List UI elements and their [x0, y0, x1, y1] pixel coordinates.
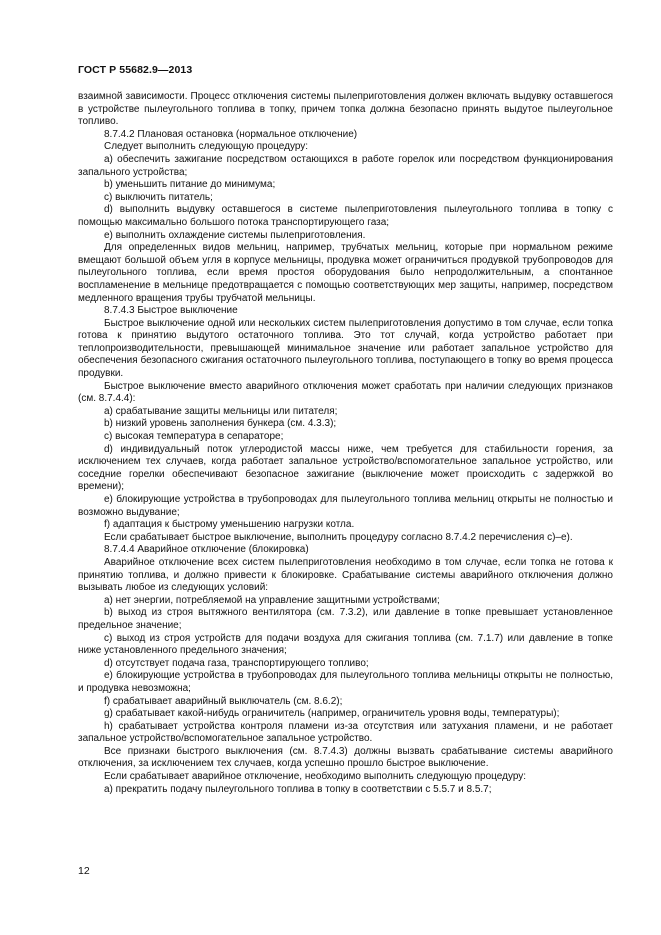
paragraph: а) нет энергии, потребляемой на управление защитными устройствами; [104, 594, 440, 606]
paragraph: e) выполнить охлаждение системы пылеприготовления. [104, 229, 366, 241]
paragraph: b) низкий уровень заполнения бункера (см. 4.3.3); [104, 418, 337, 430]
paragraph: Если срабатывает аварийное отключение, необходимо выполнить следующую процедуру: [104, 771, 527, 783]
paragraph: d) выполнить выдувку оставшегося в системе пылеприготовления пылеугольного топлива в топку с помощью максимально большого потока транспортирующего газа; [78, 204, 613, 228]
paragraph: c) выключить питатель; [104, 191, 213, 203]
paragraph: f) срабатывает аварийный выключатель (см. 8.6.2); [104, 695, 343, 707]
paragraph: Все признаки быстрого выключения (см. 8.7.4.3) должны вызвать срабатывание системы аварийного отключения, за исключением тех случаев, когда успешно прошло быстрое выключение. [78, 745, 613, 770]
paragraph: d) отсутствует подача газа, транспортирующего топливо; [104, 657, 369, 669]
paragraph: Быстрое выключение одной или нескольких систем пылеприготовления допустимо в том случае, если топка готова к принятию выдутого остаточного топлива. Это тот случай, когда устройство работает при теплопроизводительности, превышающей минимальное значение или работает запальное устройство для обеспечения безопасного сжигания остаточного пылеугольного топлива, поступающего в топку во время процесса продувки. [78, 317, 613, 380]
paragraph: 8.7.4.4 Аварийное отключение (блокировка) [104, 544, 309, 556]
paragraph: g) срабатывает какой-нибудь ограничитель (например, ограничитель уровня воды, температуры); [104, 708, 560, 720]
paragraph: c) выход из строя устройств для подачи воздуха для сжигания топлива (см. 7.1.7) или давление в топке ниже установленного предельного значения; [78, 632, 613, 657]
paragraph: а) прекратить подачу пылеугольного топлива в топку в соответствии с 5.5.7 и 8.5.7; [104, 783, 492, 795]
paragraph: 8.7.4.3 Быстрое выключение [104, 305, 238, 317]
paragraph: взаимной зависимости. Процесс отключения системы пылеприготовления должен включать выдувку оставшегося в устройстве пылеугольного топлива в топку, причем топка должна безопасно принять выдутое пылеугольное топливо. [78, 91, 613, 128]
paragraph: e) блокирующие устройства в трубопроводах для пылеугольного топлива мельницы открыты не полностью, и продувка невозможна; [78, 670, 613, 694]
paragraph: Следует выполнить следующую процедуру: [104, 141, 309, 153]
page-number: 12 [78, 865, 90, 877]
paragraph: а) срабатывание защиты мельницы или питателя; [104, 405, 338, 417]
paragraph: Для определенных видов мельниц, например, трубчатых мельниц, которые при нормальном режиме вмещают большой объем угля в корпусе мельницы, продувка может ограничиться продувкой трубопроводов для пылеугольного топлива, если время простоя оборудования было непродолжительным, а спонтанное воспламенение в мельнице предотвращается с помощью соответствующих мер защиты, например, посредством медленного вращения трубы трубчатой мельницы. [78, 242, 613, 304]
paragraph: f) адаптация к быстрому уменьшению нагрузки котла. [104, 519, 355, 531]
paragraph: c) высокая температура в сепараторе; [104, 431, 284, 443]
paragraph: Если срабатывает быстрое выключение, выполнить процедуру согласно 8.7.4.2 перечисления с)–е). [104, 531, 573, 543]
paragraph: 8.7.4.2 Плановая остановка (нормальное отключение) [104, 128, 358, 140]
paragraph: e) блокирующие устройства в трубопроводах для пылеугольного топлива мельниц открыты не полностью и возможно выдувание; [78, 494, 613, 518]
paragraph: Быстрое выключение вместо аварийного отключения может сработать при наличии следующих признаков (см. 8.7.4.4): [78, 380, 613, 405]
paragraph: b) выход из строя вытяжного вентилятора (см. 7.3.2), или давление в топке превышает установленное предельное значение; [78, 607, 613, 631]
document-header: ГОСТ Р 55682.9—2013 [78, 64, 193, 76]
paragraph: а) обеспечить зажигание посредством остающихся в работе горелок или посредством функционирования запального устройства; [78, 153, 613, 178]
document-body [78, 91, 613, 796]
paragraph: b) уменьшить питание до минимума; [104, 179, 276, 191]
paragraph: h) срабатывает устройства контроля пламени из-за отсутствия или затухания пламени, и не работает запальное устройство/вспомогательное запальное устройство. [78, 720, 613, 745]
paragraph: d) индивидуальный поток углеродистой массы ниже, чем требуется для стабильности горения, за исключением тех случаев, когда работает запальное устройство/вспомогательное запальное устройство, или соседние горелки обеспечивают безопасное зажигание (выключение может происходить с задержкой во времени); [78, 443, 613, 493]
paragraph: Аварийное отключение всех систем пылеприготовления необходимо в том случае, если топка не готова к принятию топлива, и должно привести к блокировке. Срабатывание системы аварийного отключения должно вызывать любое из следующих условий: [78, 556, 613, 594]
